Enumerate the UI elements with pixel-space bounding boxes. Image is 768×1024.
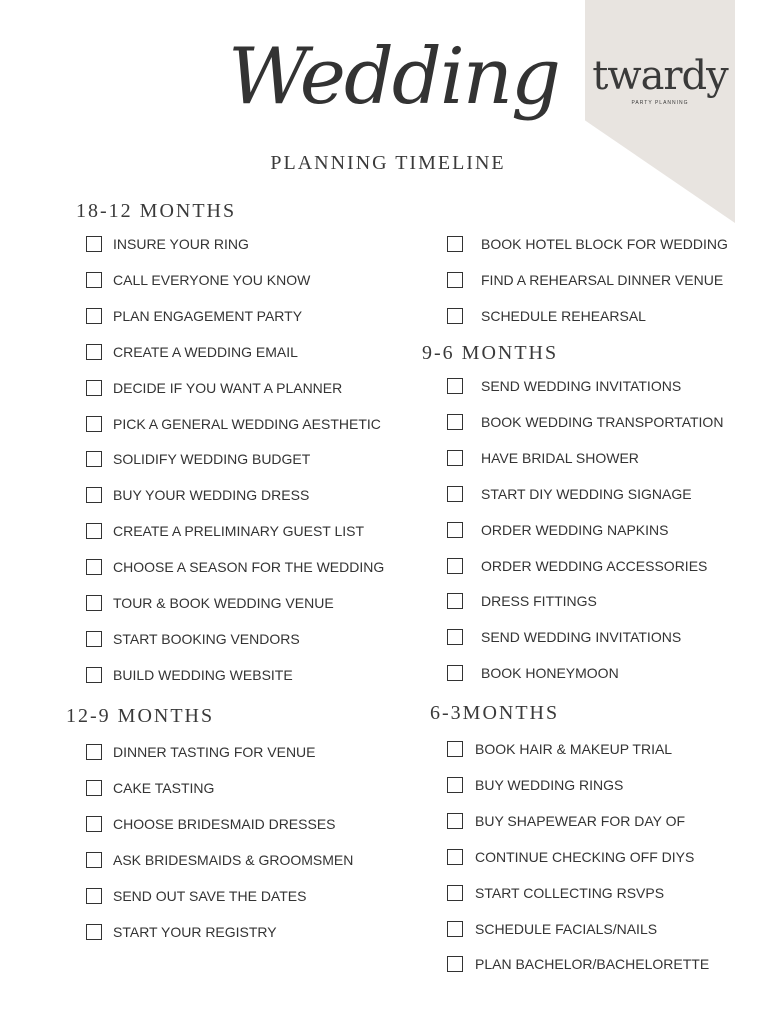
checklist-item bbox=[86, 664, 293, 686]
checklist-item-label: CAKE TASTING bbox=[113, 779, 215, 796]
checklist-item-label: ORDER WEDDING ACCESSORIES bbox=[481, 557, 708, 574]
checkbox[interactable] bbox=[447, 522, 463, 538]
checkbox[interactable] bbox=[447, 308, 463, 324]
checklist-item bbox=[447, 519, 668, 541]
checkbox[interactable] bbox=[86, 236, 102, 252]
checklist-item bbox=[447, 269, 723, 291]
checklist-item-label: SOLIDIFY WEDDING BUDGET bbox=[113, 451, 311, 468]
checkbox[interactable] bbox=[447, 956, 463, 972]
corner-decoration bbox=[585, 0, 735, 223]
checklist-item-label: START YOUR REGISTRY bbox=[113, 923, 277, 940]
checkbox[interactable] bbox=[86, 344, 102, 360]
checklist-item bbox=[447, 483, 692, 505]
checklist-item bbox=[447, 882, 664, 904]
section-heading-12-9: 12-9 MONTHS bbox=[66, 705, 215, 727]
checklist-item bbox=[86, 305, 302, 327]
section-heading-9-6: 9-6 MONTHS bbox=[422, 342, 559, 364]
brand-tagline: PARTY PLANNING bbox=[631, 100, 689, 106]
checklist-item-label: BOOK WEDDING TRANSPORTATION bbox=[481, 413, 724, 430]
checklist-item bbox=[447, 774, 623, 796]
checkbox[interactable] bbox=[86, 780, 102, 796]
checkbox[interactable] bbox=[447, 593, 463, 609]
checklist-item bbox=[447, 411, 723, 433]
checklist-item bbox=[447, 305, 646, 327]
checkbox[interactable] bbox=[86, 631, 102, 647]
checklist-item bbox=[447, 590, 597, 612]
checklist-item bbox=[86, 233, 249, 255]
checklist-item-label: ASK BRIDESMAIDS & GROOMSMEN bbox=[113, 851, 354, 868]
checklist-item bbox=[447, 447, 639, 469]
checklist-item-label: FIND A REHEARSAL DINNER VENUE bbox=[481, 271, 724, 288]
checkbox[interactable] bbox=[86, 380, 102, 396]
checkbox[interactable] bbox=[447, 486, 463, 502]
checkbox[interactable] bbox=[86, 523, 102, 539]
checklist-item-label: DINNER TASTING FOR VENUE bbox=[113, 744, 316, 760]
checklist-item-label: CREATE A PRELIMINARY GUEST LIST bbox=[113, 523, 365, 540]
checkbox[interactable] bbox=[447, 921, 463, 937]
checklist-item bbox=[447, 953, 709, 975]
checklist-item bbox=[86, 849, 353, 871]
checklist-item bbox=[447, 810, 685, 832]
checkbox[interactable] bbox=[86, 744, 102, 760]
checkbox[interactable] bbox=[86, 816, 102, 832]
checklist-item bbox=[86, 777, 214, 799]
checklist-item bbox=[86, 921, 277, 943]
checklist-item-label: SEND WEDDING INVITATIONS bbox=[481, 629, 682, 646]
checklist-item-label: BUY WEDDING RINGS bbox=[475, 776, 624, 793]
checklist-item bbox=[447, 555, 707, 577]
checklist-item bbox=[86, 377, 342, 399]
checklist-item bbox=[86, 341, 298, 363]
checklist-item bbox=[447, 375, 681, 397]
checklist-item-label: CALL EVERYONE YOU KNOW bbox=[113, 271, 311, 288]
checkbox[interactable] bbox=[447, 813, 463, 829]
checklist-item-label: PICK A GENERAL WEDDING AESTHETIC bbox=[113, 415, 381, 432]
checklist-item bbox=[86, 269, 310, 291]
checklist-item-label: START COLLECTING RSVPS bbox=[475, 884, 665, 901]
brand-name: twardy bbox=[592, 53, 728, 99]
checklist-item bbox=[447, 738, 672, 760]
checkbox[interactable] bbox=[86, 924, 102, 940]
checklist-item bbox=[86, 484, 309, 506]
checklist-item bbox=[447, 918, 657, 940]
checkbox[interactable] bbox=[86, 667, 102, 683]
brand-logo bbox=[590, 54, 730, 106]
checklist-item-label: BUY YOUR WEDDING DRESS bbox=[113, 487, 310, 504]
checklist-item-label: SCHEDULE FACIALS/NAILS bbox=[475, 920, 658, 937]
section-heading-6-3: 6-3MONTHS bbox=[430, 702, 560, 724]
checkbox[interactable] bbox=[86, 308, 102, 324]
checkbox[interactable] bbox=[447, 849, 463, 865]
checklist-item-label: ORDER WEDDING NAPKINS bbox=[481, 521, 669, 538]
checkbox[interactable] bbox=[86, 559, 102, 575]
checklist-item bbox=[86, 592, 334, 614]
checkbox[interactable] bbox=[86, 595, 102, 611]
checklist-item bbox=[447, 233, 728, 255]
checklist-item bbox=[86, 813, 336, 835]
page-title: Wedding bbox=[228, 32, 559, 122]
checklist-item-label: HAVE BRIDAL SHOWER bbox=[481, 449, 639, 466]
checkbox[interactable] bbox=[86, 451, 102, 467]
page-subtitle: PLANNING TIMELINE bbox=[270, 152, 506, 174]
checklist-item-label: START DIY WEDDING SIGNAGE bbox=[481, 485, 692, 502]
checklist-item-label: CHOOSE A SEASON FOR THE WEDDING bbox=[113, 559, 385, 576]
checkbox[interactable] bbox=[447, 272, 463, 288]
checkbox[interactable] bbox=[86, 852, 102, 868]
checklist-item-label: INSURE YOUR RING bbox=[113, 236, 249, 252]
checklist-item bbox=[447, 662, 619, 684]
checkbox[interactable] bbox=[86, 487, 102, 503]
checkbox[interactable] bbox=[447, 741, 463, 757]
checkbox[interactable] bbox=[447, 414, 463, 430]
checklist-item-label: BOOK HONEYMOON bbox=[481, 665, 619, 682]
checklist-item-label: BOOK HAIR & MAKEUP TRIAL bbox=[475, 741, 673, 757]
checklist-item bbox=[86, 885, 306, 907]
checklist-item-label: CREATE A WEDDING EMAIL bbox=[113, 343, 298, 360]
checklist-item bbox=[447, 626, 681, 648]
checklist-item-label: DRESS FITTINGS bbox=[481, 593, 597, 610]
checklist-item bbox=[86, 520, 364, 542]
checkbox[interactable] bbox=[447, 885, 463, 901]
checklist-item bbox=[86, 413, 381, 435]
checklist-item-label: DECIDE IF YOU WANT A PLANNER bbox=[113, 379, 343, 396]
checklist-item-label: BOOK HOTEL BLOCK FOR WEDDING bbox=[481, 236, 728, 252]
checklist-item bbox=[86, 556, 384, 578]
checkbox[interactable] bbox=[447, 450, 463, 466]
checkbox[interactable] bbox=[86, 416, 102, 432]
checkbox[interactable] bbox=[447, 236, 463, 252]
checkbox[interactable] bbox=[447, 558, 463, 574]
checklist-item-label: CHOOSE BRIDESMAID DRESSES bbox=[113, 815, 336, 832]
checklist-item-label: BUILD WEDDING WEBSITE bbox=[113, 666, 293, 683]
checkbox[interactable] bbox=[447, 777, 463, 793]
checklist-item-label: BUY SHAPEWEAR FOR DAY OF bbox=[475, 812, 686, 829]
section-heading-18-12: 18-12 MONTHS bbox=[76, 200, 237, 222]
checklist-item-label: SCHEDULE REHEARSAL bbox=[481, 307, 646, 324]
checklist-item bbox=[86, 448, 310, 470]
checklist-item-label: CONTINUE CHECKING OFF DIYS bbox=[475, 848, 695, 865]
checkbox[interactable] bbox=[86, 272, 102, 288]
checklist-item-label: TOUR & BOOK WEDDING VENUE bbox=[113, 595, 334, 611]
checkbox[interactable] bbox=[447, 378, 463, 394]
checklist-item-label: PLAN ENGAGEMENT PARTY bbox=[113, 307, 303, 324]
checklist-item-label: START BOOKING VENDORS bbox=[113, 630, 300, 647]
checklist-item-label: PLAN BACHELOR/BACHELORETTE bbox=[475, 956, 710, 973]
checkbox[interactable] bbox=[447, 629, 463, 645]
checklist-item bbox=[86, 628, 300, 650]
checklist-item-label: SEND WEDDING INVITATIONS bbox=[481, 378, 682, 394]
checklist-item-label: SEND OUT SAVE THE DATES bbox=[113, 887, 307, 904]
checkbox[interactable] bbox=[447, 665, 463, 681]
checkbox[interactable] bbox=[86, 888, 102, 904]
checklist-item bbox=[86, 741, 316, 763]
checklist-item bbox=[447, 846, 694, 868]
